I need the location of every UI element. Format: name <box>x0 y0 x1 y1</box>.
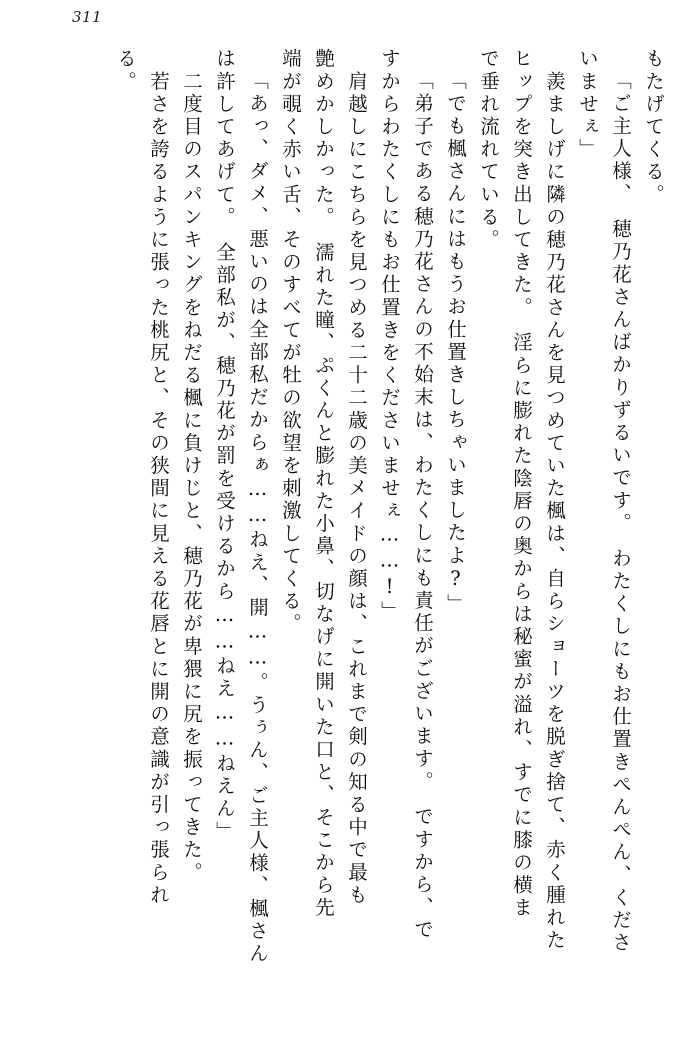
text-line: 羨ましげに隣の穂乃花さんを見つめていた楓は、自らショーツを脱ぎ捨て、赤く腫れた <box>543 48 566 952</box>
text-line: 「あっ、ダメ、悪いのは全部私だからぁ……ねえ、開……。うぅん、ご主人様、楓さん <box>246 70 269 966</box>
text-line: すからわたくしにもお仕置きをくださいませぇ……!」 <box>378 48 401 624</box>
text-line: ヒップを突き出してきた。 淫らに膨れた陰唇の奥からは秘蜜が溢れ、すでに膝の横ま <box>510 48 533 920</box>
text-line: 端が覗く赤い舌、そのすべてが牡の欲望を刺激してくる。 <box>279 48 302 636</box>
text-line: もたげてくる。 <box>642 48 665 207</box>
text-line: 若さを誇るように張った桃尻と、その狭間に見える花唇とに開の意識が引っ張られ <box>147 48 170 907</box>
text-line: は許してあげて。 全部私が、穂乃花が罰を受けるから……ねえ……ねえん」 <box>213 48 236 844</box>
page-number: 311 <box>72 8 103 26</box>
vertical-text-body <box>38 48 663 1008</box>
text-line: 「弟子である穂乃花さんの不始末は、わたくしにも責任がございます。 ですから、で <box>411 70 434 942</box>
text-line: いませぇ」 <box>576 48 599 161</box>
text-line: 二度目のスパンキングをねだる楓に負けじと、穂乃花が卑猥に尻を振ってきた。 <box>180 48 203 885</box>
text-line: る。 <box>114 48 137 94</box>
text-line: 「でも楓さんにはもうお仕置きしちゃいましたよ?」 <box>444 70 467 616</box>
text-line: で垂れ流れている。 <box>477 48 500 252</box>
text-line: 艶めかしかった。 濡れた瞳、ぷくんと膨れた小鼻、切なげに開いた口と、そこから先 <box>312 48 335 920</box>
text-line: 肩越しにこちらを見つめる二十二歳の美メイドの顔は、これまで剣の知る中で最も <box>345 48 368 907</box>
text-line: 「ご主人様、 穂乃花さんばかりずるいです。 わたくしにもお仕置きぺんぺん、くださ <box>609 70 632 955</box>
